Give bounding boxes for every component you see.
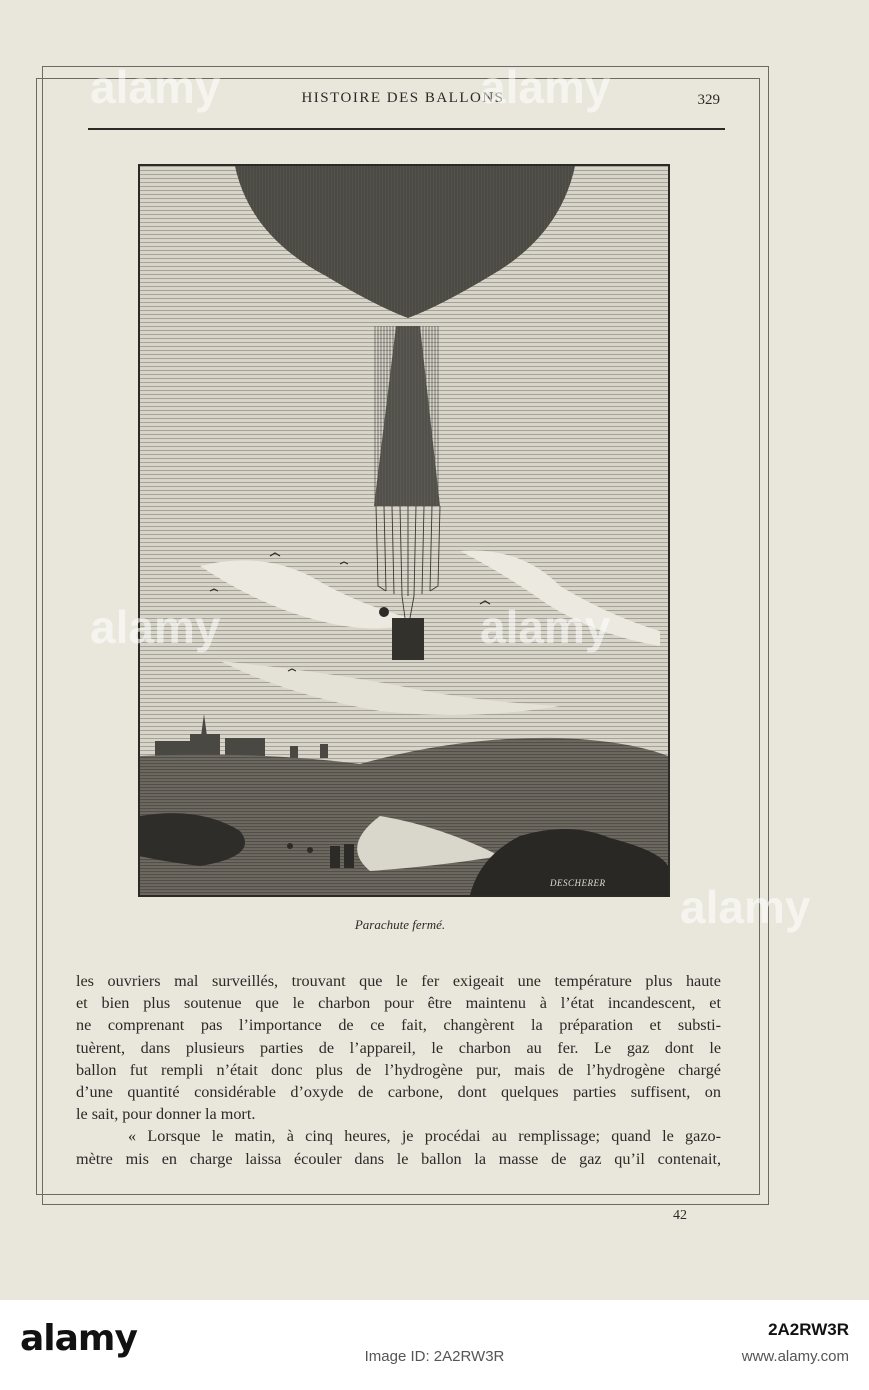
text-line: et bien plus soutenue que le charbon pour être maintenu à l’état incandescent, et [76, 994, 721, 1013]
running-title: HISTOIRE DES BALLONS [301, 90, 505, 106]
basket [392, 618, 424, 660]
text-line: tuèrent, dans plusieurs parties de l’appareil, le charbon au fer. Le gaz dont le [76, 1038, 721, 1057]
signature-mark: 42 [673, 1208, 687, 1223]
watermark-brand: alamy [680, 881, 811, 933]
watermark-brand: alamy [90, 601, 221, 653]
watermark-brand: alamy [480, 61, 611, 113]
page-number: 329 [697, 92, 720, 108]
watermark-url: www.alamy.com [741, 1348, 849, 1365]
watermark-image-id: Image ID: 2A2RW3R [364, 1348, 505, 1365]
watermark-logo: alamy [20, 1318, 137, 1359]
watermark-footer [0, 1300, 869, 1390]
watermark-stock-id: 2A2RW3R [768, 1320, 849, 1339]
text-line: les ouvriers mal surveillés, trouvant que le fer exigeait une température plus haute [76, 972, 721, 990]
engraver-mark: DESCHERER [550, 878, 606, 888]
text-line: le sait, pour donner la mort. [76, 1105, 256, 1124]
watermark-brand: alamy [90, 61, 221, 113]
text-line: d’une quantité considérable d’oxyde de carbone, dont quelques parties suffisent, on [76, 1083, 721, 1102]
figure-caption: Parachute fermé. [354, 917, 446, 932]
text-line: ne comprenant pas l’importance de ce fait, changèrent la préparation et substi- [76, 1016, 721, 1035]
aeronaut [379, 607, 389, 617]
header-rule [88, 128, 725, 130]
engraving-illustration [138, 164, 670, 897]
text-line: mètre mis en charge laissa écouler dans le ballon la masse de gaz qu’il contenait, [76, 1149, 721, 1168]
body-text [76, 970, 721, 1170]
text-line: « Lorsque le matin, à cinq heures, je procédai au remplissage; quand le gazo- [128, 1127, 721, 1146]
watermark-brand: alamy [480, 601, 611, 653]
text-line: ballon fut rempli n’était donc plus de l’hydrogène pur, mais de l’hydrogène chargé [76, 1060, 721, 1079]
